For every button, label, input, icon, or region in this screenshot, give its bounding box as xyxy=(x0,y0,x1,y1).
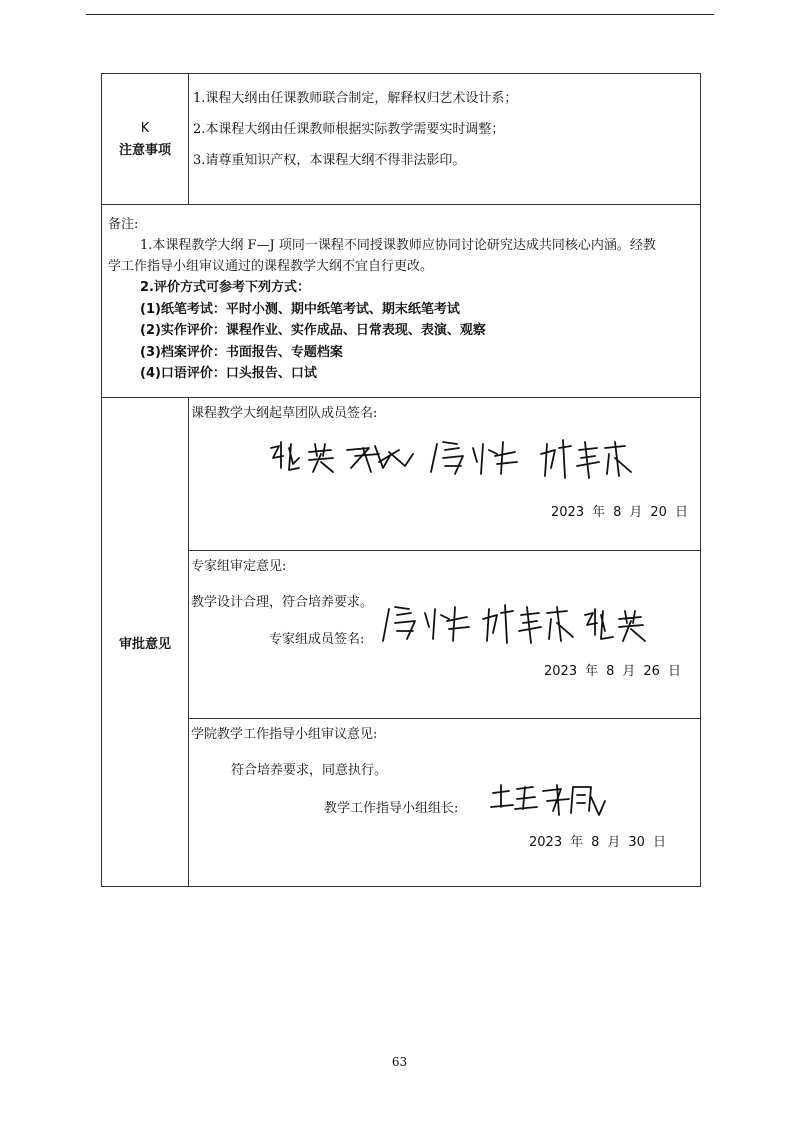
team-sign-date xyxy=(547,501,692,520)
evaluation-item: (3)档案评价：书面报告、专题档案 xyxy=(140,344,343,360)
date-month: 8 xyxy=(606,664,615,679)
date-year: 2023 xyxy=(544,664,578,679)
team-row xyxy=(102,398,701,551)
date-year-unit: 年 xyxy=(585,664,599,679)
date-year-unit: 年 xyxy=(570,835,584,850)
remarks-paragraph-line1: 1.本课程教学大纲 F—J 项同一课程不同授课教师应协同讨论研究达成共同核心内涵。经教 xyxy=(140,238,656,253)
college-opinion: 符合培养要求，同意执行。 xyxy=(231,763,388,778)
date-day: 20 xyxy=(650,505,667,520)
expert-sign-label: 专家组成员签名: xyxy=(269,632,365,647)
notes-title: 注意事项 xyxy=(118,142,171,158)
remarks-heading: 备注: xyxy=(108,217,139,232)
college-leader-signature xyxy=(487,777,617,823)
expert-opinion: 教学设计合理，符合培养要求。 xyxy=(191,595,374,610)
college-sign-label: 教学工作指导小组组长: xyxy=(324,801,459,816)
date-year: 2023 xyxy=(551,505,585,520)
notes-row xyxy=(102,74,701,205)
college-review-heading: 学院教学工作指导小组审议意见: xyxy=(191,727,378,742)
date-day-unit: 日 xyxy=(674,505,688,520)
date-year: 2023 xyxy=(529,835,563,850)
remarks-paragraph-line2: 学工作指导小组审议通过的课程教学大纲不宜自行更改。 xyxy=(108,259,434,274)
date-month-unit: 月 xyxy=(622,664,636,679)
page-number: 63 xyxy=(391,1055,408,1069)
date-day: 30 xyxy=(628,835,645,850)
note-item: 3.请尊重知识产权，本课程大纲不得非法影印。 xyxy=(193,153,466,168)
note-item: 2.本课程大纲由任课教师根据实际教学需要实时调整； xyxy=(193,122,505,137)
date-day-unit: 日 xyxy=(652,835,666,850)
expert-signatures xyxy=(379,595,659,657)
date-year-unit: 年 xyxy=(592,505,606,520)
notes-label-cell xyxy=(102,74,189,205)
expert-review-cell xyxy=(189,551,701,719)
evaluation-item: (1)纸笔考试：平时小测、期中纸笔考试、期末纸笔考试 xyxy=(140,301,460,317)
evaluation-heading: 2.评价方式可参考下列方式： xyxy=(140,280,310,295)
evaluation-item: (4)口语评价：口头报告、口试 xyxy=(140,366,317,381)
approval-label: 审批意见 xyxy=(118,636,171,652)
date-month: 8 xyxy=(613,505,622,520)
evaluation-item: (2)实作评价：课程作业、实作成品、日常表现、表演、观察 xyxy=(140,323,486,338)
college-review-cell xyxy=(189,719,701,887)
date-day-unit: 日 xyxy=(667,664,681,679)
header-rule xyxy=(86,14,714,15)
date-month-unit: 月 xyxy=(629,505,643,520)
remarks-row xyxy=(102,205,701,398)
date-day: 26 xyxy=(643,664,660,679)
expert-review-date xyxy=(540,660,685,679)
syllabus-table xyxy=(101,73,701,887)
team-signatures xyxy=(259,428,639,488)
remarks-content xyxy=(102,205,701,398)
date-month-unit: 月 xyxy=(607,835,621,850)
expert-review-heading: 专家组审定意见: xyxy=(191,559,287,574)
section-code: K xyxy=(140,120,150,136)
college-review-date xyxy=(525,831,670,850)
team-sign-heading: 课程教学大纲起草团队成员签名: xyxy=(191,406,378,421)
note-item: 1.课程大纲由任课教师联合制定，解释权归艺术设计系； xyxy=(193,91,518,106)
team-sign-cell xyxy=(189,398,701,551)
notes-content xyxy=(189,74,701,205)
approval-label-cell xyxy=(102,398,189,887)
college-row xyxy=(102,719,701,887)
date-month: 8 xyxy=(591,835,600,850)
expert-row xyxy=(102,551,701,719)
